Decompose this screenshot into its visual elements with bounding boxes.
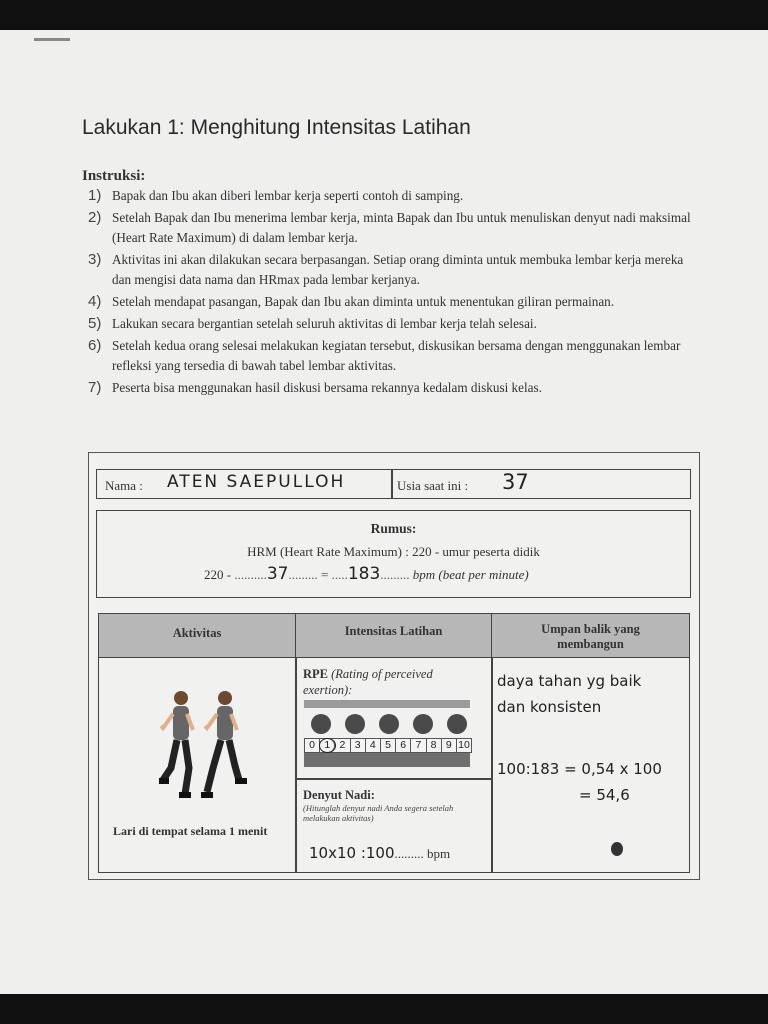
feedback-line[interactable]: = 54,6: [579, 786, 630, 804]
instruction-item: [88, 208, 698, 248]
instruction-number: 6): [88, 337, 102, 354]
pulse-heading: Denyut Nadi:: [303, 788, 375, 802]
page-title: Lakukan 1: Menghitung Intensitas Latihan: [82, 116, 471, 139]
calc-dots: .........: [288, 567, 318, 582]
instruction-number: 3): [88, 251, 102, 268]
rpe-label: [303, 666, 483, 698]
pulse-unit: bpm: [427, 846, 451, 861]
face-icon: [345, 714, 365, 734]
name-label: Nama :: [105, 478, 143, 493]
rpe-value[interactable]: 3: [351, 739, 366, 752]
hrm-formula: HRM (Heart Rate Maximum) : 220 - umur peserta didik: [247, 544, 540, 559]
instruction-text: Peserta bisa menggunakan hasil diskusi bersama rekannya kedalam diskusi kelas.: [112, 380, 542, 395]
instruction-item: [88, 314, 698, 334]
row-divider: [295, 778, 491, 780]
column-divider: [295, 658, 297, 872]
activity-worksheet: [88, 452, 700, 880]
name-row: [96, 469, 691, 499]
face-icon: [379, 714, 399, 734]
formula-heading: Rumus:: [370, 521, 417, 536]
header-activity: Aktivitas: [99, 614, 296, 658]
calc-unit: bpm (beat per minute): [412, 567, 529, 582]
pulse-dots: .........: [394, 846, 424, 861]
instruction-number: 2): [88, 209, 102, 226]
feedback-line[interactable]: dan konsisten: [497, 698, 602, 716]
face-icon: [447, 714, 467, 734]
instruction-number: 4): [88, 293, 102, 310]
running-people-icon: [155, 688, 255, 818]
corner-mark: [34, 38, 70, 41]
instruction-number: 1): [88, 187, 102, 204]
rpe-title: RPE: [303, 667, 328, 681]
instruction-text: Setelah Bapak dan Ibu menerima lembar kerja, minta Bapak dan Ibu untuk menuliskan denyut nadi maksimal (Heart Rate Maximum) di dalam lembar kerja.: [112, 210, 691, 245]
age-label: Usia saat ini :: [397, 478, 469, 493]
rpe-value[interactable]: 0: [305, 739, 320, 752]
calc-equals: =: [320, 567, 329, 582]
header-intensity: Intensitas Latihan: [296, 614, 492, 658]
instruction-text: Setelah mendapat pasangan, Bapak dan Ibu akan diminta untuk menentukan giliran permainan.: [112, 294, 615, 309]
age-field[interactable]: 37: [502, 470, 529, 494]
instruction-item: [88, 378, 698, 398]
rpe-value[interactable]: 6: [396, 739, 411, 752]
rpe-value[interactable]: 5: [381, 739, 396, 752]
calc-dots: .....: [331, 567, 348, 582]
feedback-line[interactable]: daya tahan yg baik: [497, 672, 642, 690]
instruction-item: [88, 186, 698, 206]
name-field[interactable]: ATEN SAEPULLOH: [167, 472, 346, 492]
face-icon: [413, 714, 433, 734]
instruction-item: [88, 336, 698, 376]
instruction-number: 5): [88, 315, 102, 332]
instruction-text: Lakukan secara bergantian setelah seluruh aktivitas di lembar kerja telah selesai.: [112, 316, 537, 331]
rpe-scale[interactable]: [304, 738, 472, 753]
header-feedback: Umpan balik yang membangun: [492, 614, 689, 658]
rpe-descriptor-strip: [304, 753, 470, 767]
activity-table: [98, 613, 690, 873]
instruction-item: [88, 250, 698, 290]
instruction-text: Setelah kedua orang selesai melakukan kegiatan tersebut, diskusikan bersama dengan menggunakan lembar refleksi yang tersedia di bawah tabel lembar aktivitas.: [112, 338, 681, 373]
column-divider: [491, 658, 493, 872]
rpe-value-selected[interactable]: 1: [320, 739, 335, 752]
instructions-heading: Instruksi:: [82, 168, 146, 184]
pulse-field[interactable]: 10x10 :100: [309, 844, 395, 862]
pulse-note: (Hitunglah denyut nadi Anda segera setelah melakukan aktivitas): [303, 803, 454, 823]
calc-result-field[interactable]: 183: [347, 564, 381, 584]
rpe-scale-bar: [304, 700, 470, 708]
feedback-line[interactable]: 100:183 = 0,54 x 100: [497, 760, 662, 778]
rpe-value[interactable]: 2: [335, 739, 350, 752]
calc-age-field[interactable]: 37: [266, 564, 289, 584]
formula-box: [96, 510, 691, 598]
calc-prefix: 220 -: [204, 567, 232, 582]
instruction-item: [88, 292, 698, 312]
rpe-value[interactable]: 9: [442, 739, 457, 752]
activity-label: Lari di tempat selama 1 menit: [113, 824, 268, 838]
calc-dots: ..........: [234, 567, 267, 582]
pulse-row: [309, 844, 450, 862]
rpe-value[interactable]: 8: [427, 739, 442, 752]
rpe-value[interactable]: 10: [458, 739, 470, 751]
hrm-calculation: [204, 564, 529, 584]
rpe-faces: [311, 714, 471, 736]
calc-dots: .........: [380, 567, 410, 582]
ink-blot: [611, 842, 623, 856]
name-divider: [391, 470, 393, 498]
rpe-description: (Rating of perceived exertion):: [303, 667, 433, 697]
instruction-number: 7): [88, 379, 102, 396]
rpe-value[interactable]: 7: [411, 739, 426, 752]
instruction-text: Aktivitas ini akan dilakukan secara berpasangan. Setiap orang diminta untuk membuka lembar kerja mereka dan mengisi data nama dan HRmax pada lembar kerjanya.: [112, 252, 684, 287]
face-icon: [311, 714, 331, 734]
instructions-list: [88, 186, 698, 400]
rpe-value[interactable]: 4: [366, 739, 381, 752]
instruction-text: Bapak dan Ibu akan diberi lembar kerja seperti contoh di samping.: [112, 188, 464, 203]
